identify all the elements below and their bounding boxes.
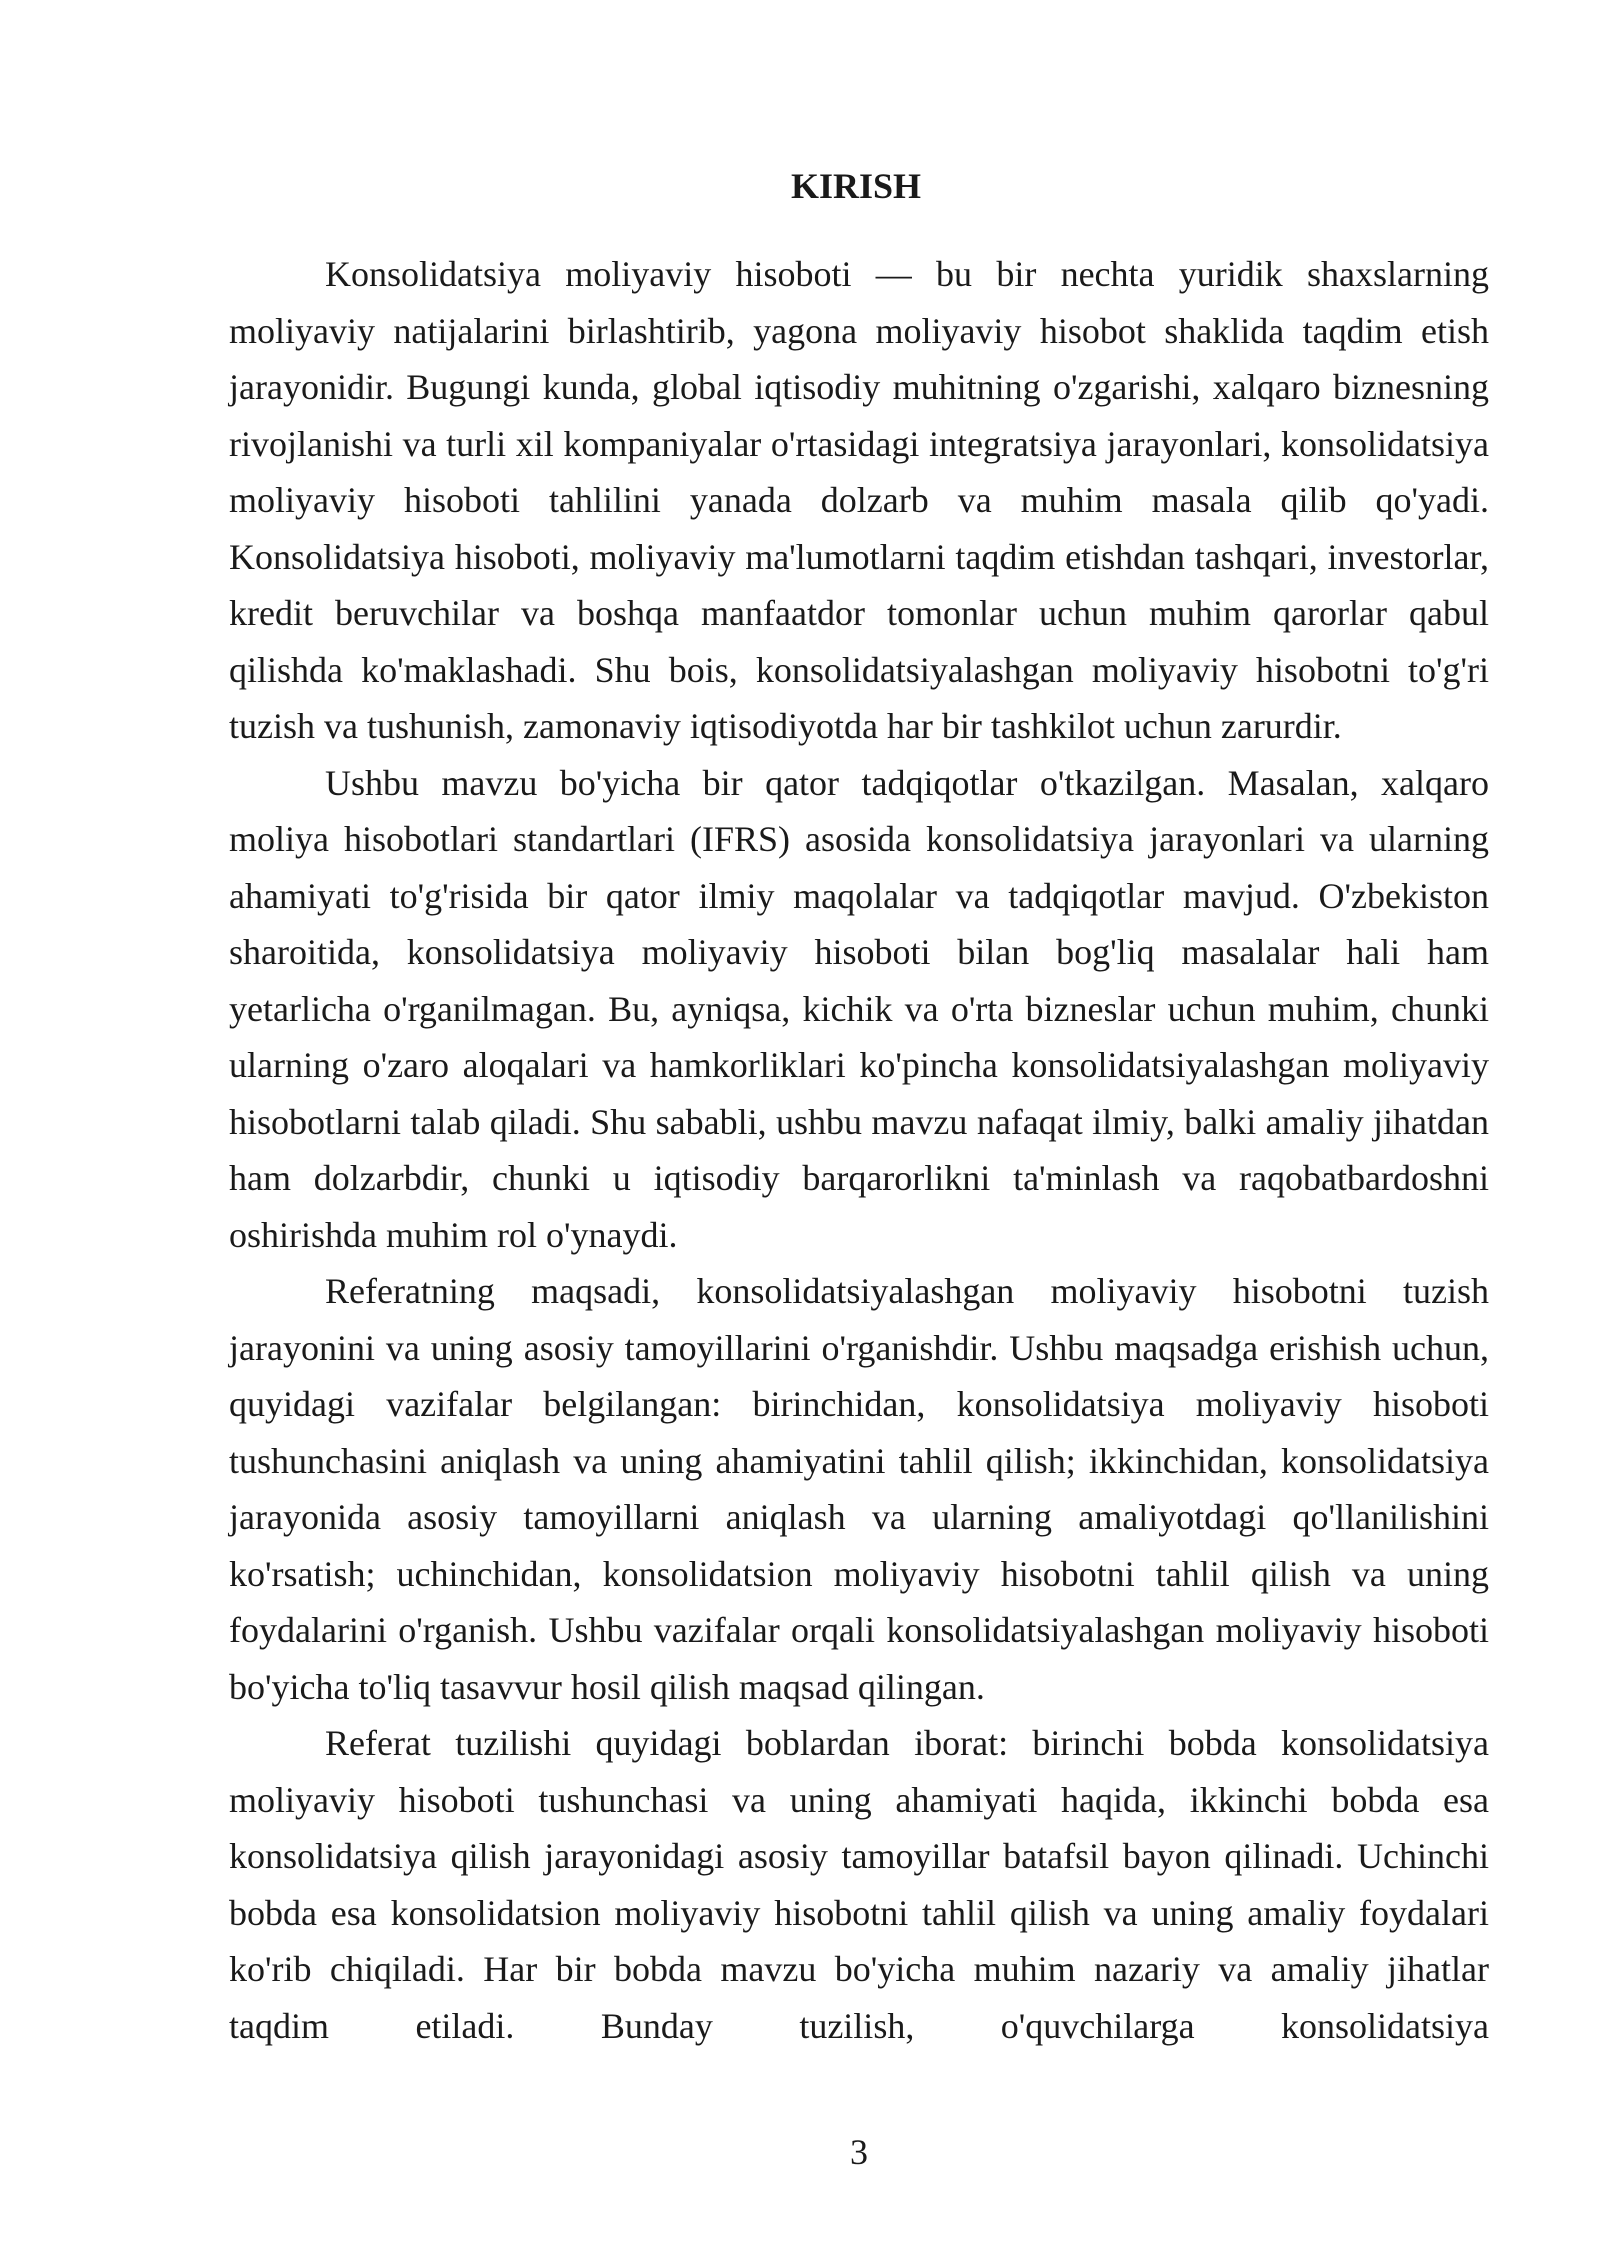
page-number: 3	[850, 2132, 868, 2172]
page-title: KIRISH	[790, 166, 922, 206]
paragraph-4: Referat tuzilishi quyidagi boblardan iborat: birinchi bobda konsolidatsiya moliyaviy hisoboti tushunchasi va uning ahamiyati haqida, ikkinchi bobda esa konsolidatsiya qilish jarayonidagi asosiy tamoyillar batafsil bayon qilinadi. Uchinchi bobda esa konsolidatsion moliyaviy hisobotni tahlil qilish va uning amaliy foydalari ko'rib chiqiladi. Har bir bobda mavzu bo'yicha muhim nazariy va amaliy jihatlar taqdim etiladi. Bunday tuzilish, o'quvchilarga konsolidatsiya	[229, 1723, 1489, 2046]
document-body	[229, 246, 1489, 2054]
paragraph-1: Konsolidatsiya moliyaviy hisoboti — bu bir nechta yuridik shaxslarning moliyaviy natijalarini birlashtirib, yagona moliyaviy hisobot shaklida taqdim etish jarayonidir. Bugungi kunda, global iqtisodiy muhitning o'zgarishi, xalqaro biznesning rivojlanishi va turli xil kompaniyalar o'rtasidagi integratsiya jarayonlari, konsolidatsiya moliyaviy hisoboti tahlilini yanada dolzarb va muhim masala qilib qo'yadi. Konsolidatsiya hisoboti, moliyaviy ma'lumotlarni taqdim etishdan tashqari, investorlar, kredit beruvchilar va boshqa manfaatdor tomonlar uchun muhim qarorlar qabul qilishda ko'maklashadi. Shu bois, konsolidatsiyalashgan moliyaviy hisobotni to'g'ri tuzish va tushunish, zamonaviy iqtisodiyotda har bir tashkilot uchun zarurdir.	[229, 254, 1489, 746]
paragraph-2: Ushbu mavzu bo'yicha bir qator tadqiqotlar o'tkazilgan. Masalan, xalqaro moliya hisobotlari standartlari (IFRS) asosida konsolidatsiya jarayonlari va ularning ahamiyati to'g'risida bir qator ilmiy maqolalar va tadqiqotlar mavjud. O'zbekiston sharoitida, konsolidatsiya moliyaviy hisoboti bilan bog'liq masalalar hali ham yetarlicha o'rganilmagan. Bu, ayniqsa, kichik va o'rta bizneslar uchun muhim, chunki ularning o'zaro aloqalari va hamkorliklari ko'pincha konsolidatsiyalashgan moliyaviy hisobotlarni talab qiladi. Shu sababli, ushbu mavzu nafaqat ilmiy, balki amaliy jihatdan ham dolzarbdir, chunki u iqtisodiy barqarorlikni ta'minlash va raqobatbardoshni oshirishda muhim rol o'ynaydi.	[229, 762, 1489, 1255]
paragraph-3: Referatning maqsadi, konsolidatsiyalashgan moliyaviy hisobotni tuzish jarayonini va uning asosiy tamoyillarini o'rganishdir. Ushbu maqsadga erishish uchun, quyidagi vazifalar belgilangan: birinchidan, konsolidatsiya moliyaviy hisoboti tushunchasini aniqlash va uning ahamiyatini tahlil qilish; ikkinchidan, konsolidatsiya jarayonida asosiy tamoyillarni aniqlash va ularning amaliyotdagi qo'llanilishini ko'rsatish; uchinchidan, konsolidatsion moliyaviy hisobotni tahlil qilish va uning foydalarini o'rganish. Ushbu vazifalar orqali konsolidatsiyalashgan moliyaviy hisoboti bo'yicha to'liq tasavvur hosil qilish maqsad qilingan.	[229, 1271, 1489, 1707]
